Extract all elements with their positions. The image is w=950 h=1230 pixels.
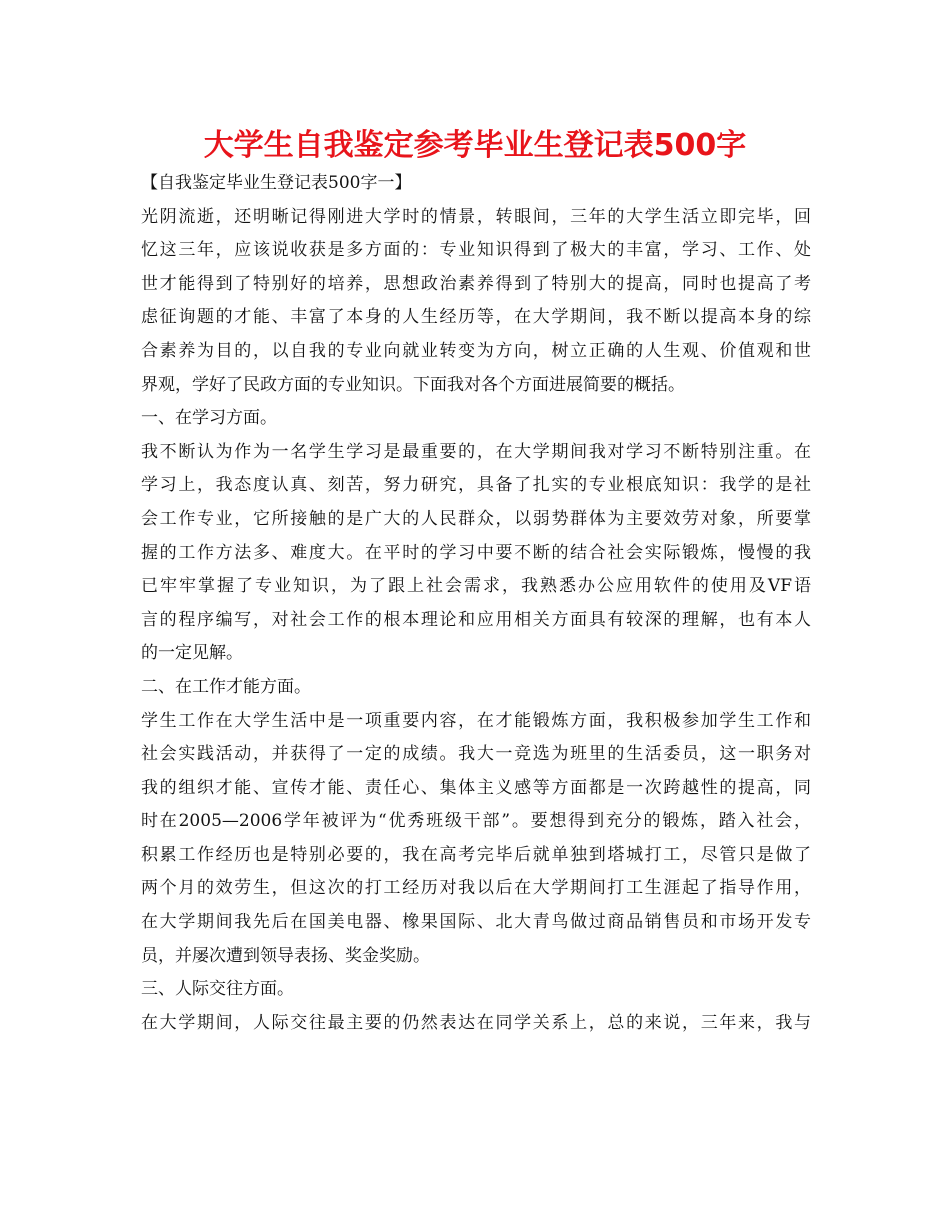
body-line: 的一定见解。 [141,643,243,664]
body-line: 世才能得到了特别好的培养，思想政治素养得到了特别大的提高，同时也提高了考 [141,273,811,294]
body-line: 积累工作经历也是特别必要的，我在高考完毕后就单独到塔城打工，尽管只是做了 [141,844,811,865]
body-line: 两个月的效劳生，但这次的打工经历对我以后在大学期间打工生涯起了指导作用， [141,878,811,899]
body-line: 在大学期间我先后在国美电器、橡果国际、北大青鸟做过商品销售员和市场开发专 [141,912,811,933]
body-line: 已牢牢掌握了专业知识，为了跟上社会需求，我熟悉办公应用软件的使用及VF语 [141,576,811,597]
document-body [141,167,811,1040]
body-line: 握的工作方法多、难度大。在平时的学习中要不断的结合社会实际锻炼，慢慢的我 [141,542,811,563]
body-line: 一、在学习方面。 [141,408,277,429]
body-line: 言的程序编写，对社会工作的根本理论和应用相关方面具有较深的理解，也有本人 [141,609,811,630]
body-line: 三、人际交往方面。 [141,979,294,1000]
body-line: 我的组织才能、宣传才能、责任心、集体主义感等方面都是一次跨越性的提高，同 [141,777,811,798]
body-line: 虑征询题的才能、丰富了本身的人生经历等，在大学期间，我不断以提高本身的综 [141,307,811,328]
body-line: 我不断认为作为一名学生学习是最重要的，在大学期间我对学习不断特别注重。在 [141,441,811,462]
body-line: 学生工作在大学生活中是一项重要内容，在才能锻炼方面，我积极参加学生工作和 [141,710,811,731]
document-title: 大学生自我鉴定参考毕业生登记表500字 [203,128,747,163]
body-line: 在大学期间，人际交往最主要的仍然表达在同学关系上，总的来说，三年来，我与 [141,1012,811,1033]
body-line: 时在2005—2006学年被评为“优秀班级干部”。要想得到充分的锻炼，踏入社会， [141,811,811,832]
body-line: 会工作专业，它所接触的是广大的人民群众，以弱势群体为主要效劳对象，所要掌 [141,508,811,529]
body-line: 光阴流逝，还明晰记得刚进大学时的情景，转眼间，三年的大学生活立即完毕，回 [141,206,811,227]
body-line: 界观，学好了民政方面的专业知识。下面我对各个方面进展简要的概括。 [141,374,685,395]
body-line: 合素养为目的，以自我的专业向就业转变为方向，树立正确的人生观、价值观和世 [141,340,811,361]
body-line: 社会实践活动，并获得了一定的成绩。我大一竞选为班里的生活委员，这一职务对 [141,744,811,765]
body-line: 忆这三年，应该说收获是多方面的：专业知识得到了极大的丰富，学习、工作、处 [141,240,811,261]
body-line: 【自我鉴定毕业生登记表500字一】 [141,173,412,193]
body-line: 学习上，我态度认真、刻苦，努力研究，具备了扎实的专业根底知识：我学的是社 [141,475,811,496]
body-line: 员，并屡次遭到领导表扬、奖金奖励。 [141,945,430,966]
body-line: 二、在工作才能方面。 [141,676,311,697]
